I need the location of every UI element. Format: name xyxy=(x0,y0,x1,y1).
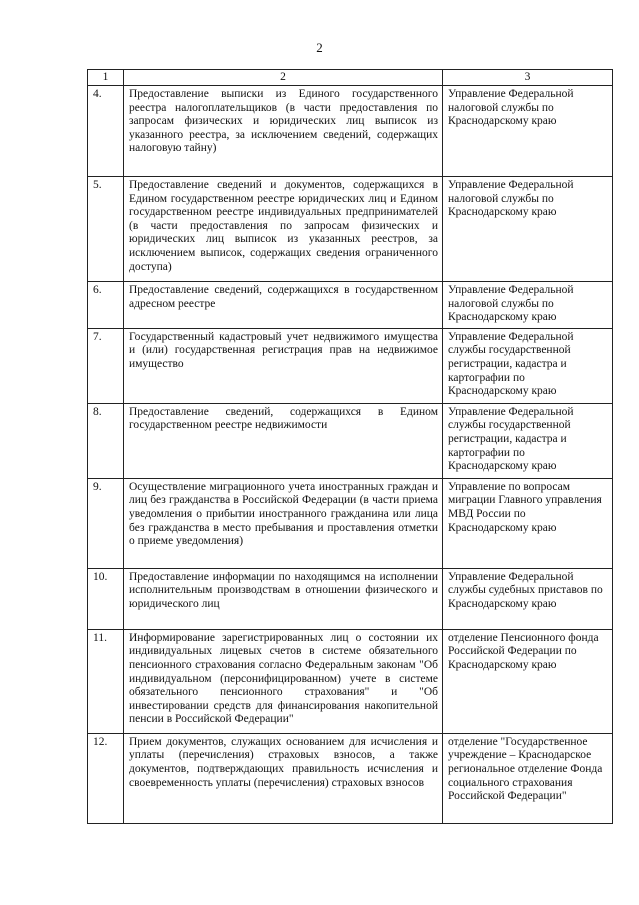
page-number: 2 xyxy=(316,40,323,55)
organization-name: Управление Федеральной службы государственной регистрации, кадастра и картографии по Краснодарскому краю xyxy=(443,403,613,478)
table-row xyxy=(88,403,613,478)
service-name: Государственный кадастровый учет недвижимого имущества и (или) государственная регистрация прав на недвижимое имущество xyxy=(124,328,443,403)
service-name: Предоставление сведений, содержащихся в Едином государственном реестре недвижимости xyxy=(124,403,443,478)
organization-name: отделение "Государственное учреждение – Краснодарское региональное отделение Фонда социального страхования Российской Федерации" xyxy=(443,733,613,823)
service-name: Осуществление миграционного учета иностранных граждан и лиц без гражданства в Российской Федерации (в части приема уведомления о прибытии иностранного гражданина или лица без гражданства в место пребывания и проставления отметки о приеме уведомления) xyxy=(124,478,443,568)
table-row xyxy=(88,177,613,282)
services-table xyxy=(87,69,613,824)
column-header-number: 1 xyxy=(88,70,124,86)
row-number: 10. xyxy=(88,568,124,629)
row-number: 5. xyxy=(88,177,124,282)
service-name: Информирование зарегистрированных лиц о состоянии их индивидуальных лицевых счетов в системе обязательного пенсионного страхования согласно Федеральным законам "Об индивидуальном (персонифицированном) учете в системе обязательного пенсионного страхования" и "Об инвестировании средств для финансирования накопительной пенсии в Российской Федерации" xyxy=(124,629,443,733)
organization-name: Управление по вопросам миграции Главного управления МВД России по Краснодарскому краю xyxy=(443,478,613,568)
table-row xyxy=(88,282,613,329)
row-number: 7. xyxy=(88,328,124,403)
table-row xyxy=(88,478,613,568)
service-name: Предоставление сведений, содержащихся в государственном адресном реестре xyxy=(124,282,443,329)
service-name: Предоставление выписки из Единого государственного реестра налогоплательщиков (в части предоставления по запросам физических и юридических лиц выписок из указанного реестра, за исключением сведений, содержащих налоговую тайну) xyxy=(124,86,443,177)
row-number: 12. xyxy=(88,733,124,823)
table-row xyxy=(88,629,613,733)
organization-name: Управление Федеральной налоговой службы по Краснодарскому краю xyxy=(443,86,613,177)
service-name: Предоставление сведений и документов, содержащихся в Едином государственном реестре юридических лиц и Едином государственном реестре индивидуальных предпринимателей (в части предоставления по запросам физических и юридических лиц выписок из указанных реестров, за исключением выписок, содержащих сведения ограниченного доступа) xyxy=(124,177,443,282)
row-number: 8. xyxy=(88,403,124,478)
row-number: 9. xyxy=(88,478,124,568)
service-name: Предоставление информации по находящимся на исполнении исполнительным производствам в отношении физического и юридического лиц xyxy=(124,568,443,629)
organization-name: Управление Федеральной налоговой службы по Краснодарскому краю xyxy=(443,282,613,329)
table-row xyxy=(88,733,613,823)
organization-name: Управление Федеральной службы государственной регистрации, кадастра и картографии по Краснодарскому краю xyxy=(443,328,613,403)
table-row xyxy=(88,328,613,403)
row-number: 11. xyxy=(88,629,124,733)
service-name: Прием документов, служащих основанием для исчисления и уплаты (перечисления) страховых взносов, а также документов, подтверждающих правильность исчисления и своевременность уплаты (перечисления) страховых взносов xyxy=(124,733,443,823)
organization-name: Управление Федеральной службы судебных приставов по Краснодарскому краю xyxy=(443,568,613,629)
table-header-row xyxy=(88,70,613,86)
organization-name: Управление Федеральной налоговой службы по Краснодарскому краю xyxy=(443,177,613,282)
row-number: 6. xyxy=(88,282,124,329)
table-row xyxy=(88,568,613,629)
column-header-service: 2 xyxy=(124,70,443,86)
table-row xyxy=(88,86,613,177)
row-number: 4. xyxy=(88,86,124,177)
organization-name: отделение Пенсионного фонда Российской Федерации по Краснодарскому краю xyxy=(443,629,613,733)
column-header-organization: 3 xyxy=(443,70,613,86)
